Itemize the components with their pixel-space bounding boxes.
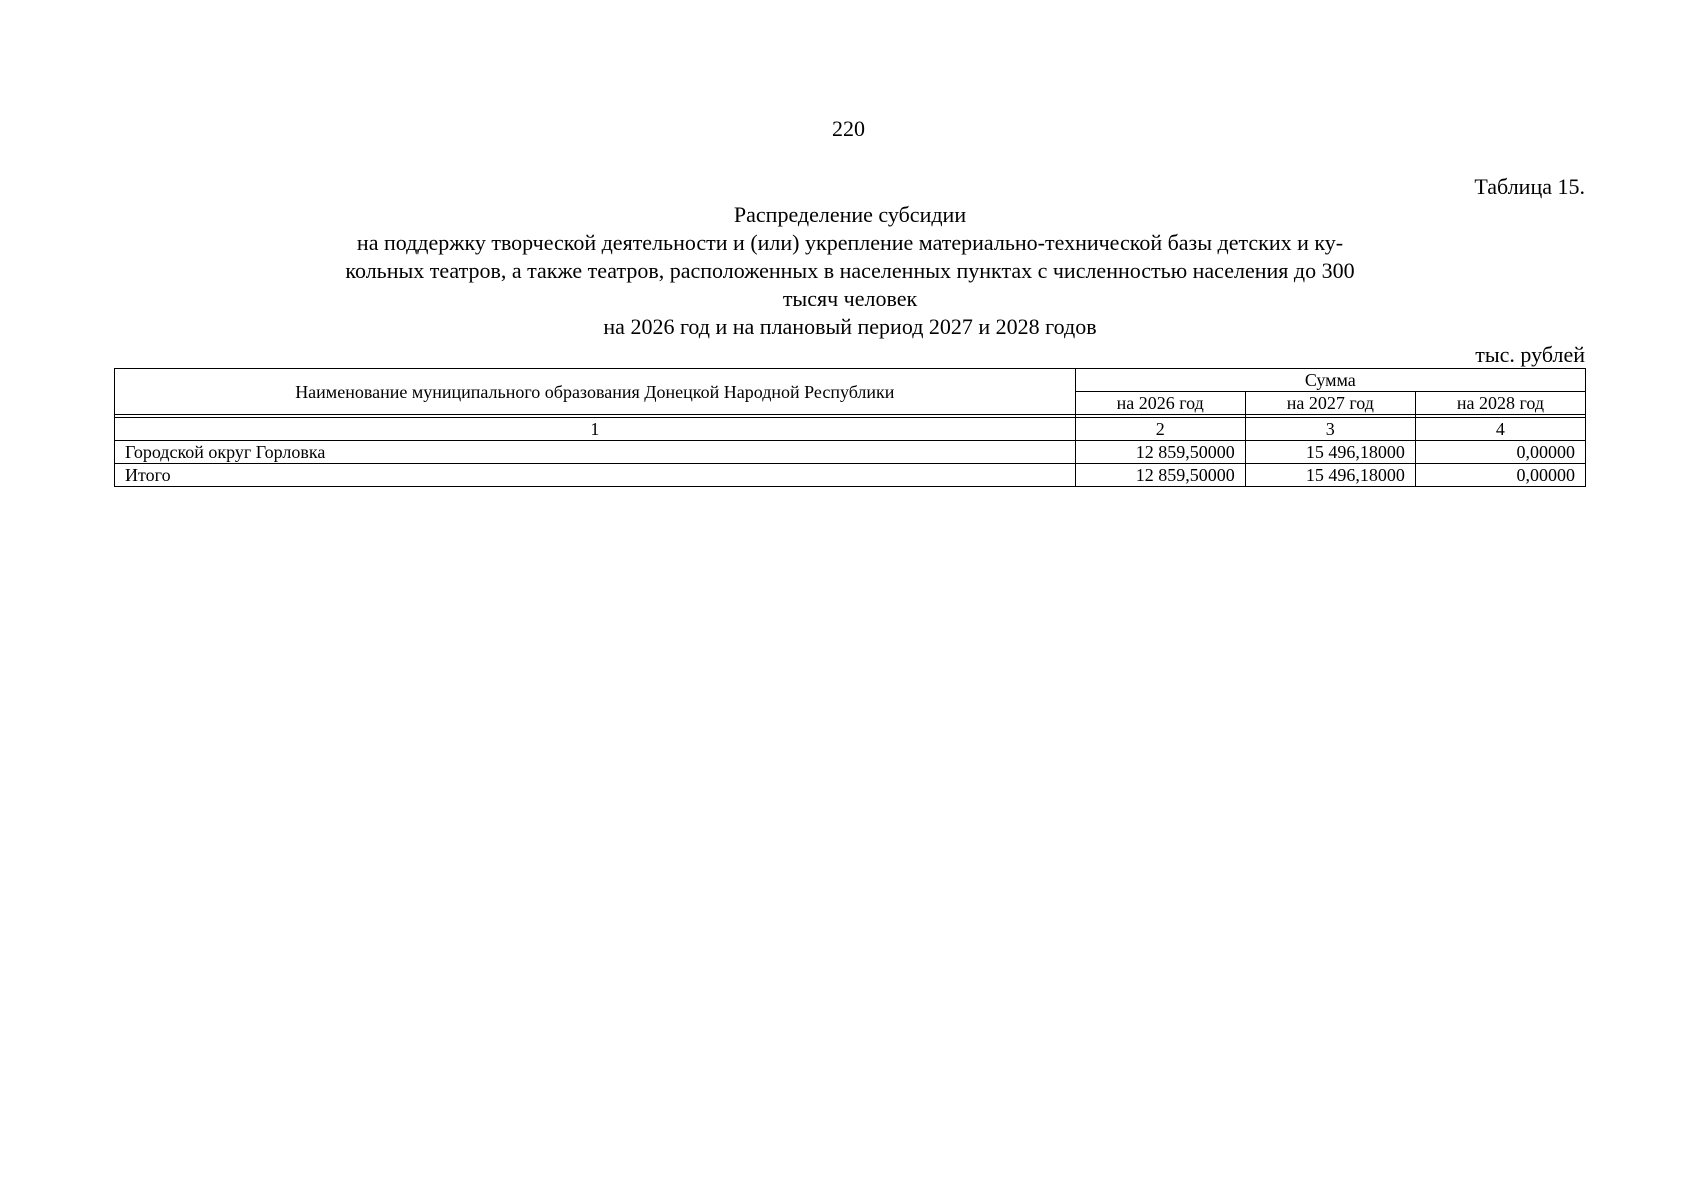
title-line-1: Распределение субсидии [733, 202, 967, 227]
column-number-4: 4 [1415, 418, 1585, 441]
header-year-2028: на 2028 год [1415, 392, 1585, 415]
total-value-2028: 0,00000 [1415, 464, 1585, 487]
header-year-2026: на 2026 год [1075, 392, 1245, 415]
total-row [115, 464, 1586, 487]
column-number-2: 2 [1075, 418, 1245, 441]
title-line-2: на поддержку творческой деятельности и (или) укрепление материально-технической базы детских и ку- [356, 230, 1344, 255]
header-name-cell: Наименование муниципального образования Донецкой Народной Республики [115, 369, 1076, 415]
header-year-2027: на 2027 год [1245, 392, 1415, 415]
row-value-2027: 15 496,18000 [1245, 441, 1415, 464]
total-value-2026: 12 859,50000 [1075, 464, 1245, 487]
header-sum-cell: Сумма [1075, 369, 1585, 392]
title-line-5: на 2026 год и на плановый период 2027 и 2028 годов [603, 314, 1097, 339]
title-line-3: кольных театров, а также театров, расположенных в населенных пунктах с численностью населения до 300 [345, 258, 1355, 283]
title-line-4: тысяч человек [782, 286, 918, 311]
total-value-2027: 15 496,18000 [1245, 464, 1415, 487]
row-value-2028: 0,00000 [1415, 441, 1585, 464]
table-title [270, 201, 1430, 341]
subsidy-table [114, 368, 1586, 487]
table-label: Таблица 15. [1474, 174, 1585, 199]
column-number-1: 1 [115, 418, 1076, 441]
column-number-3: 3 [1245, 418, 1415, 441]
column-number-row [115, 418, 1586, 441]
total-name: Итого [115, 464, 1076, 487]
header-row-1 [115, 369, 1586, 392]
units-label: тыс. рублей [1475, 342, 1585, 367]
page-number: 220 [832, 116, 865, 141]
row-name: Городской округ Горловка [115, 441, 1076, 464]
table-row [115, 441, 1586, 464]
row-value-2026: 12 859,50000 [1075, 441, 1245, 464]
